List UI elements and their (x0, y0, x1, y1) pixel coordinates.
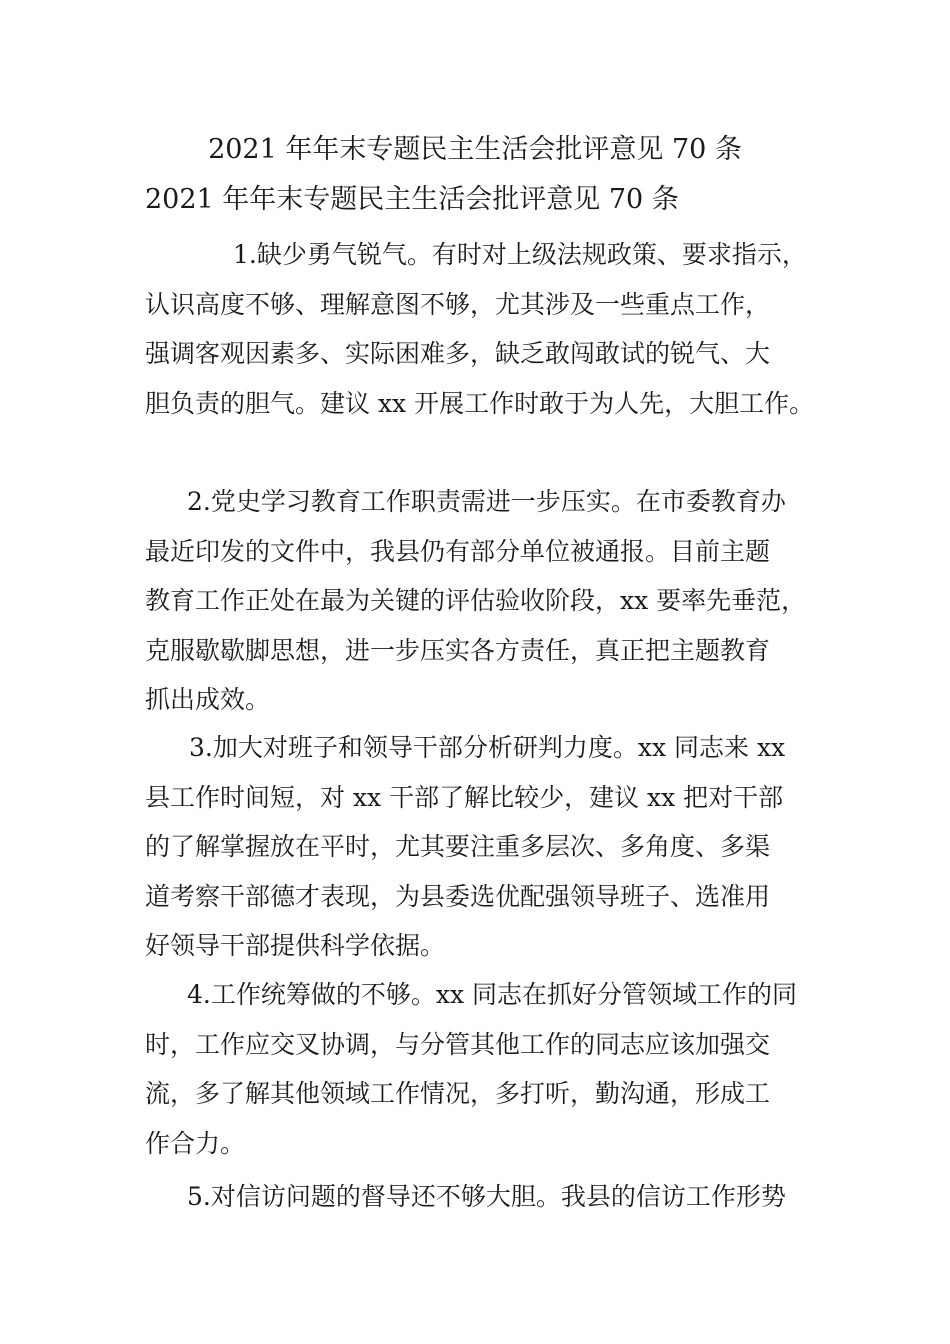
paragraph-3 (145, 723, 785, 971)
paragraph-line: 好领导干部提供科学依据。 (145, 931, 446, 960)
paragraph-line: 认识高度不够、理解意图不够，尤其涉及一些重点工作， (145, 289, 771, 319)
paragraph-line: 最近印发的文件中，我县仍有部分单位被通报。目前主题 (145, 536, 771, 566)
paragraph-line: 的了解掌握放在平时，尤其要注重多层次、多角度、多渠 (145, 832, 771, 861)
paragraph-line: 时，工作应交叉协调，与分管其他工作的同志应该加强交 (145, 1029, 771, 1059)
document-title: 2021 年年末专题民主生活会批评意见 70 条 (208, 134, 742, 165)
paragraph-5 (145, 1172, 786, 1222)
paragraph-2 (145, 477, 806, 725)
paragraph-line: 教育工作正处在最为关键的评估验收阶段，xx 要率先垂范， (145, 586, 807, 615)
paragraph-line: 2.党史学习教育工作职责需进一步压实。在市委教育办 (187, 487, 786, 516)
paragraph-line: 4.工作统筹做的不够。xx 同志在抓好分管领域工作的同 (187, 980, 797, 1009)
paragraph-line: 克服歇歇脚思想，进一步压实各方责任，真正把主题教育 (145, 635, 771, 665)
paragraph-line: 县工作时间短，对 xx 干部了解比较少，建议 xx 把对干部 (145, 782, 784, 812)
paragraph-line: 3.加大对班子和领导干部分析研判力度。xx 同志来 xx (189, 733, 786, 762)
paragraph-line: 流，多了解其他领域工作情况，多打听，勤沟通，形成工 (145, 1079, 771, 1108)
paragraph-1 (145, 230, 814, 428)
paragraph-line: 道考察干部德才表现，为县委选优配强领导班子、选准用 (145, 881, 771, 911)
paragraph-line: 抓出成效。 (145, 685, 271, 714)
paragraph-line: 胆负责的胆气。建议 xx 开展工作时敢于为人先，大胆工作。 (145, 388, 815, 418)
paragraph-line: 强调客观因素多、实际困难多，缺乏敢闯敢试的锐气、大 (145, 339, 771, 368)
paragraph-line: 5.对信访问题的督导还不够大胆。我县的信访工作形势 (187, 1182, 786, 1211)
document-subtitle: 2021 年年末专题民主生活会批评意见 70 条 (145, 184, 679, 215)
paragraph-line: 作合力。 (145, 1128, 246, 1158)
paragraph-4 (145, 970, 797, 1168)
paragraph-line: 1.缺少勇气锐气。有时对上级法规政策、要求指示， (233, 240, 807, 269)
